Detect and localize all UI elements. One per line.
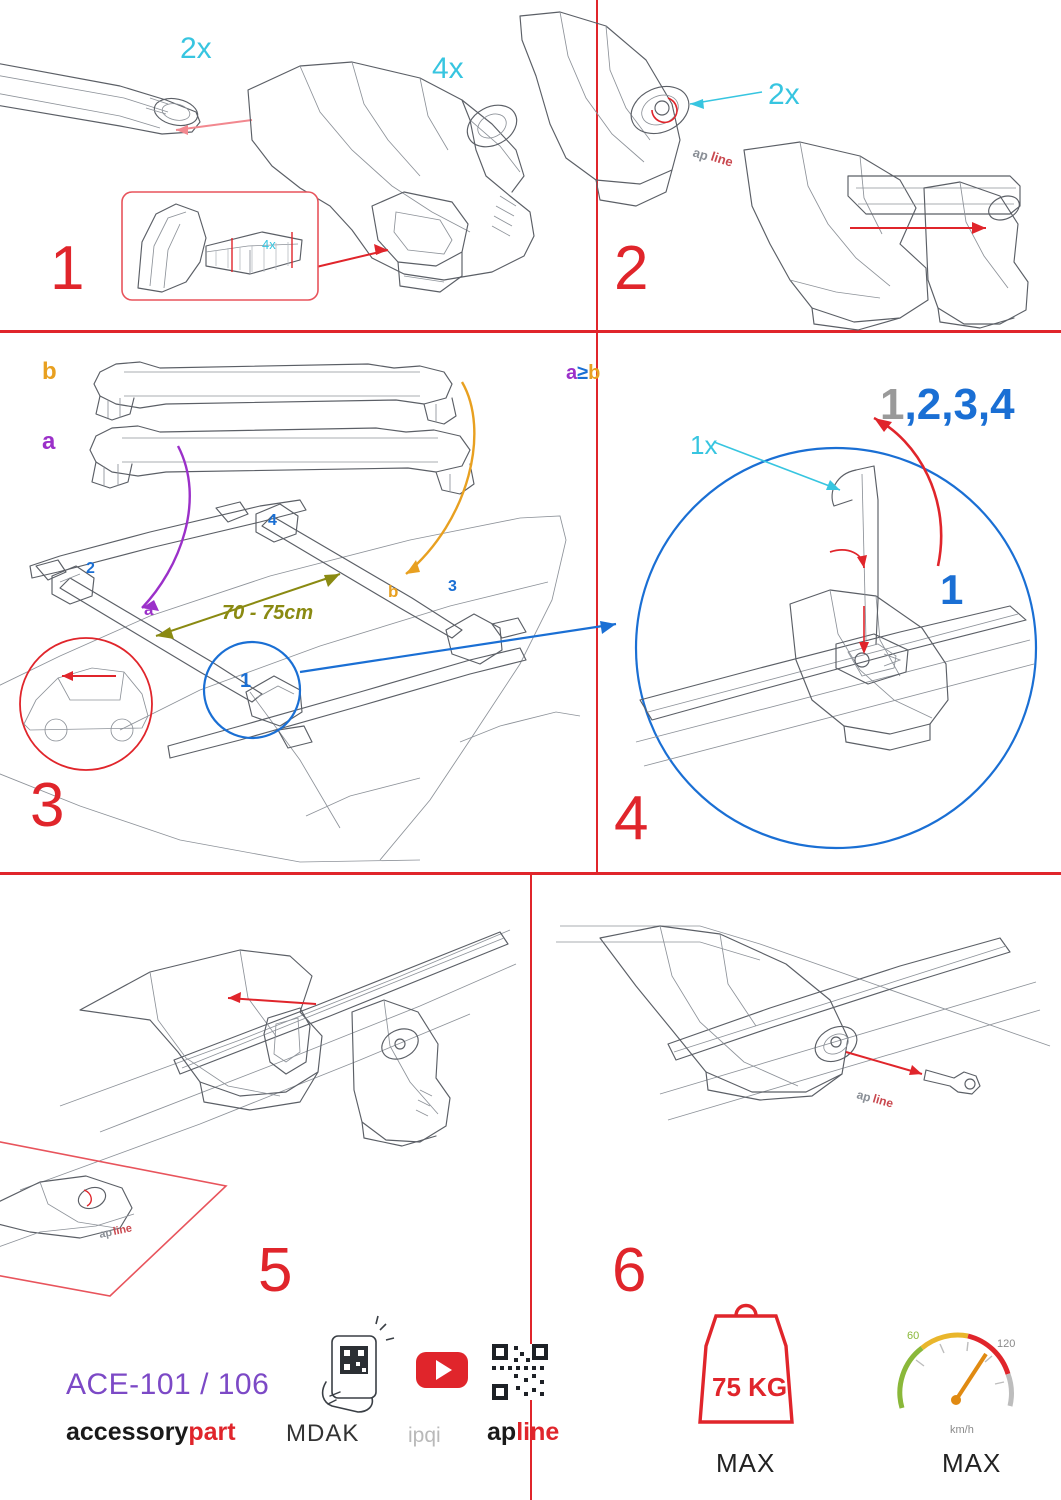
sequence-1: 1 — [880, 380, 905, 429]
svg-text:ap: ap — [98, 1226, 114, 1241]
comparison-a-ge-b — [566, 362, 600, 385]
step-number-1: 1 — [50, 234, 85, 303]
svg-text:line: line — [871, 1091, 895, 1111]
brand-part1: accessory — [66, 1418, 189, 1446]
step3-bar-b-art — [94, 362, 456, 424]
step3-bar-a-art — [90, 426, 474, 494]
step6-art — [556, 926, 1050, 1120]
ipqi-logo-text: ipqi — [408, 1424, 441, 1447]
quantity-label-endcap: 2x — [180, 32, 212, 65]
callout-1: 1 — [240, 670, 252, 692]
sequence-2: 2 — [916, 380, 942, 429]
mdak-logo-text: MDAK — [286, 1420, 360, 1447]
speed-limit-caption: MAX — [942, 1448, 1002, 1478]
comparison-operator: ≥ — [577, 362, 589, 384]
torque-order-label: 1 — [940, 566, 964, 613]
speed-unit-label: km/h — [950, 1424, 974, 1436]
svg-text:ap: ap — [855, 1087, 873, 1105]
load-limit-value: 75 KG — [712, 1372, 788, 1402]
step-number-2: 2 — [614, 234, 649, 303]
label-bar-a: a — [42, 428, 56, 455]
step4-zoom-art — [636, 418, 1036, 848]
label-bar-b-roof: b — [388, 582, 399, 601]
quantity-label-foot: 4x — [432, 52, 464, 85]
model-code: ACE-101 / 106 — [66, 1368, 270, 1401]
step-number-3: 3 — [30, 771, 65, 840]
brand-logo — [66, 1418, 236, 1447]
footer-icons — [323, 1306, 1012, 1423]
brand-part2: part — [188, 1418, 236, 1446]
step3-car-direction-inset — [20, 638, 152, 770]
step-number-4: 4 — [614, 784, 649, 853]
sequence-3: 3 — [953, 380, 978, 429]
step-number-5: 5 — [258, 1236, 293, 1305]
svg-text:line: line — [112, 1222, 134, 1238]
step2-lock-top-art — [520, 12, 762, 206]
callout-3: 3 — [448, 578, 457, 595]
apline-logo-text — [487, 1418, 559, 1447]
quantity-label-torque-key: 1x — [690, 430, 718, 460]
step-number-6: 6 — [612, 1236, 647, 1305]
dimension-label: 70 - 75cm — [222, 602, 314, 624]
callout-2: 2 — [86, 560, 95, 577]
speed-max-label: 120 — [997, 1338, 1016, 1350]
svg-text:line: line — [709, 148, 736, 170]
load-limit-caption: MAX — [716, 1448, 776, 1478]
apline-part1: ap — [487, 1418, 517, 1446]
sequence-4: 4 — [990, 380, 1015, 429]
label-bar-b: b — [42, 358, 57, 385]
apline-part2: line — [516, 1418, 560, 1446]
callout-4: 4 — [268, 512, 277, 529]
step2-foot-slide-art — [744, 142, 1028, 330]
tighten-sequence: 1,2,3,4 — [880, 380, 1015, 429]
quantity-label-rubber-pad: 4x — [262, 237, 276, 252]
speed-min-label: 60 — [907, 1330, 920, 1342]
comparison-b: b — [588, 362, 601, 384]
comparison-a: a — [566, 362, 578, 384]
svg-text:ap: ap — [691, 144, 711, 164]
label-bar-a-roof: a — [144, 600, 154, 619]
step1-detail-inset — [122, 192, 318, 300]
quantity-label-lock: 2x — [768, 78, 800, 111]
step1-end-cap-art — [0, 62, 252, 135]
